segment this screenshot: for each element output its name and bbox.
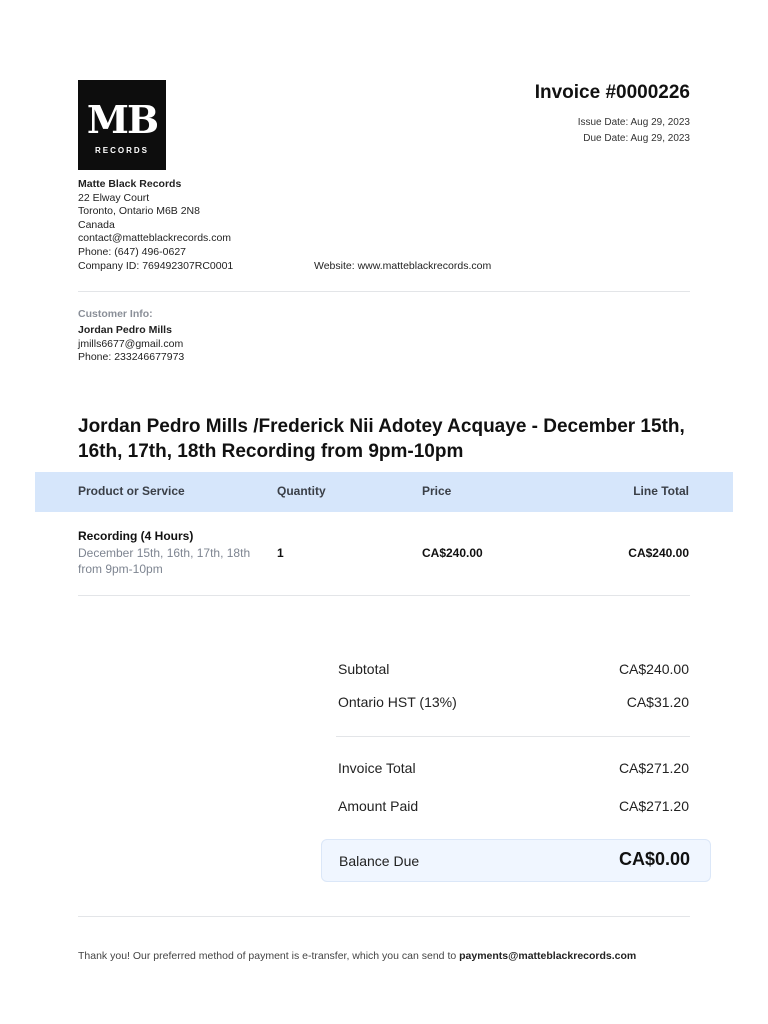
customer-phone: Phone: 233246677973: [78, 351, 185, 364]
subtotal-label: Subtotal: [338, 661, 390, 677]
table-divider: [78, 595, 690, 596]
line-item-price: CA$240.00: [422, 546, 483, 560]
line-item-total: CA$240.00: [628, 546, 689, 560]
invoice-number: Invoice #0000226: [534, 82, 690, 103]
company-address-line1: 22 Elway Court: [78, 191, 150, 204]
payment-email[interactable]: payments@matteblackrecords.com: [459, 950, 637, 962]
invoice-total-label: Invoice Total: [338, 760, 416, 776]
line-item-title: Recording (4 Hours): [78, 529, 194, 543]
tax-value: CA$31.20: [626, 694, 689, 710]
amount-paid-label: Amount Paid: [338, 798, 419, 814]
footer-divider: [78, 916, 690, 917]
company-country: Canada: [78, 218, 115, 231]
customer-info: [78, 324, 184, 365]
balance-due-value: CA$0.00: [618, 849, 690, 869]
customer-name: Jordan Pedro Mills: [78, 324, 172, 336]
line-item-description: December 15th, 16th, 17th, 18th from 9pm-10pm: [78, 546, 251, 576]
footer-text: Thank you! Our preferred method of payment is e-transfer, which you can send to: [78, 950, 460, 962]
invoice-total-value: CA$271.20: [618, 760, 689, 776]
company-logo: [78, 80, 166, 170]
column-header-quantity: Quantity: [277, 484, 326, 498]
invoice-heading: Jordan Pedro Mills /Frederick Nii Adotey Acquaye - December 15th, 16th, 17th, 18th Recording from 9pm-10pm: [78, 416, 685, 462]
logo-mark: MB: [86, 96, 158, 142]
customer-email[interactable]: jmills6677@gmail.com: [78, 337, 184, 350]
issue-date: Issue Date: Aug 29, 2023: [577, 117, 690, 128]
customer-info-label: Customer Info:: [78, 308, 153, 320]
column-header-product: Product or Service: [78, 484, 185, 498]
summary-divider: [336, 736, 690, 737]
header-divider: [78, 291, 690, 292]
tax-label: Ontario HST (13%): [338, 694, 457, 710]
amount-paid-value: CA$271.20: [618, 798, 689, 814]
company-website[interactable]: Website: www.matteblackrecords.com: [314, 260, 492, 272]
company-address-line2: Toronto, Ontario M6B 2N8: [78, 205, 200, 218]
company-name: Matte Black Records: [78, 178, 182, 190]
due-date: Due Date: Aug 29, 2023: [583, 133, 690, 144]
footer-note: [78, 950, 636, 962]
line-item-quantity: 1: [277, 546, 284, 560]
column-header-line-total: Line Total: [633, 484, 689, 498]
column-header-price: Price: [422, 484, 452, 498]
company-info: [78, 178, 233, 273]
balance-due-label: Balance Due: [339, 853, 420, 869]
company-email[interactable]: contact@matteblackrecords.com: [78, 232, 232, 245]
logo-subtitle: RECORDS: [94, 145, 149, 155]
subtotal-value: CA$240.00: [618, 661, 689, 677]
company-phone: Phone: (647) 496-0627: [78, 245, 186, 258]
company-id: Company ID: 769492307RC0001: [78, 259, 234, 272]
